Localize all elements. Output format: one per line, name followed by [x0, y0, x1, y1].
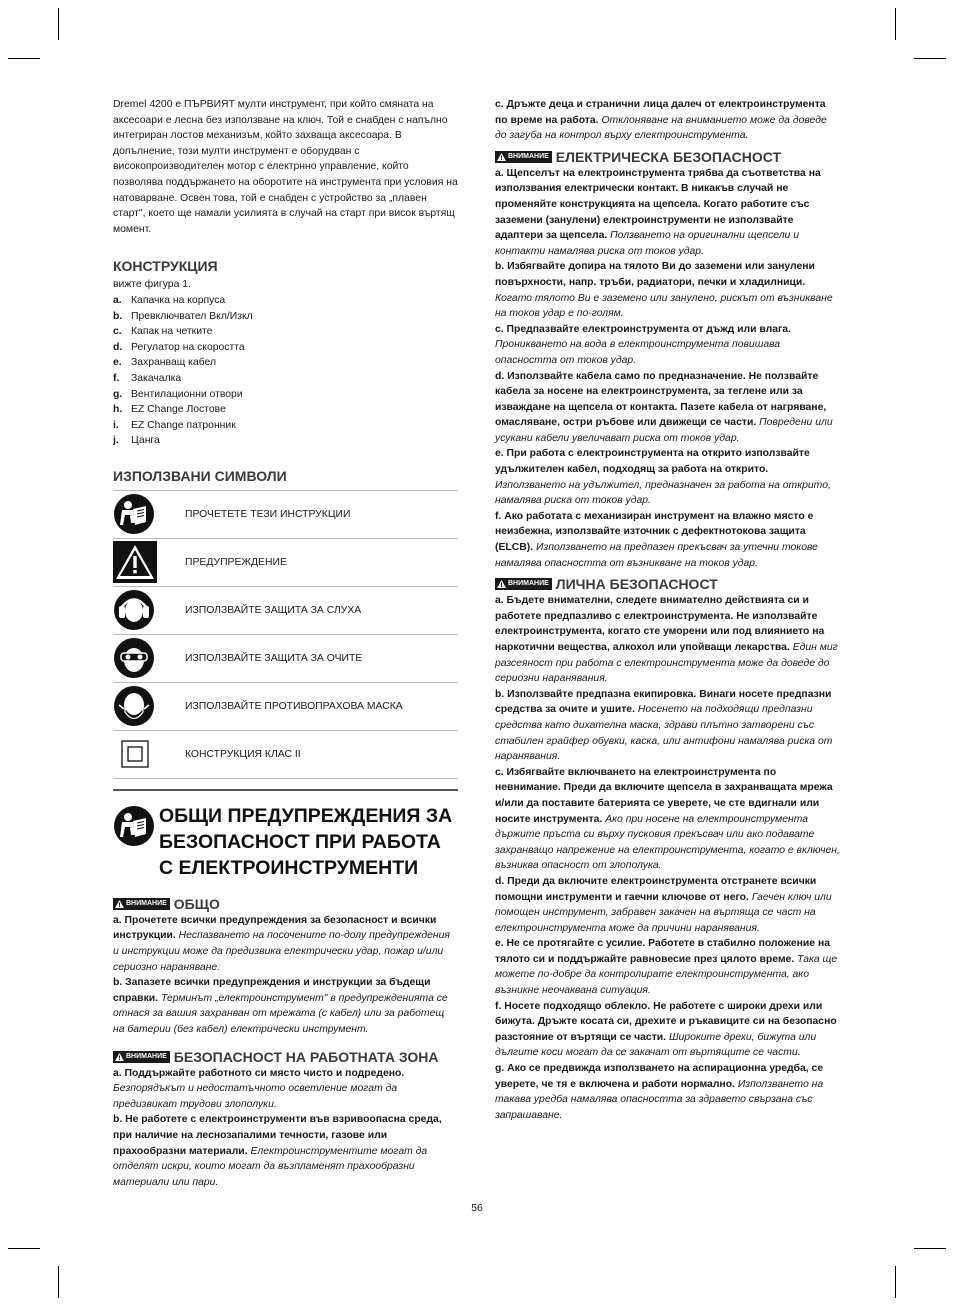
paragraph	[495, 259, 840, 321]
para-bold: e. Не се протягайте с усилие. Работете в стабилно положение на тялото си и поддържайте равновесие през цялото време.	[495, 938, 831, 965]
warning-triangle-icon	[115, 900, 124, 908]
symbol-row	[113, 539, 458, 587]
crop-mark	[8, 1248, 40, 1249]
section-header-general	[113, 895, 458, 913]
read-manual-icon	[113, 805, 155, 847]
para-italic: Използването на такава уредба намалява опасността за здравето свързана със запрашаване.	[495, 1078, 824, 1121]
item-text: Закачалка	[131, 372, 182, 384]
item-key: h.	[113, 404, 123, 416]
para-bold: a. Бъдете внимателни, следете внимателно действията си и работете предпазливо с електроинструмента. Не използвайте електроинструмента, когато сте уморени или под влиянието на наркотични вещества, алкохол или упойващи лекарства.	[495, 595, 825, 653]
warning-triangle-icon	[115, 1053, 124, 1061]
construction-subtitle: вижте фигура 1.	[113, 279, 191, 291]
item-text: Захранващ кабел	[131, 357, 217, 369]
para-italic: Така ще можете по-добре да контролирате електроинструмента, ако възникне неочаквана ситуация.	[495, 953, 838, 997]
item-key: b.	[113, 310, 123, 322]
warning-triangle-icon	[113, 541, 157, 583]
badge-text: ВНИМАНИЕ	[126, 900, 167, 908]
badge-text: ВНИМАНИЕ	[508, 580, 549, 588]
item-key: f.	[113, 372, 120, 384]
para-bold: b. Не работете с електроинструменти във взривоопасна среда, при наличие на леснозапалими течности, газове или прахообразни материали.	[113, 1114, 442, 1157]
paragraph	[495, 687, 840, 765]
para-bold: a. Прочетете всички предупреждения за безопасност и всички инструкции.	[113, 914, 437, 942]
construction-heading: КОНСТРУКЦИЯ	[113, 258, 218, 275]
section-header-workarea	[113, 1048, 458, 1066]
item-text: Цанга	[131, 435, 160, 447]
badge-text: ВНИМАНИЕ	[508, 152, 549, 160]
crop-mark	[914, 1248, 946, 1249]
paragraph	[495, 97, 840, 144]
warning-badge	[495, 578, 552, 590]
page-number: 56	[471, 1203, 483, 1214]
paragraph	[113, 913, 458, 975]
paragraph	[495, 874, 840, 936]
item-text: EZ Change патронник	[131, 419, 236, 431]
eye-protection-icon	[113, 637, 155, 679]
paragraph	[495, 509, 840, 571]
para-italic: Неспазването на посочените по-долу предупреждения и инструкции може да предизвика електрически удар, пожар и/или сериозно нараняване.	[113, 930, 450, 973]
para-italic: Носенето на подходящи предпазни средства като дихателна маска, здрави плътно затворени със стабилен грайфер обувки, каска, или антифони намалява риска от наранявания.	[495, 704, 833, 763]
list-item	[113, 387, 458, 403]
section-title: БЕЗОПАСНОСТ НА РАБОТНАТА ЗОНА	[173, 1048, 439, 1065]
list-item	[113, 293, 458, 309]
para-bold: b. Запазете всички предупреждения и инструкции за бъдещи справки.	[113, 977, 431, 1004]
list-item	[113, 402, 458, 418]
item-key: g.	[113, 388, 123, 400]
item-key: a.	[113, 294, 122, 306]
item-key: j.	[113, 435, 119, 447]
list-item	[113, 324, 458, 340]
symbol-label: ИЗПОЛЗВАЙТЕ ЗАЩИТА ЗА СЛУХА	[185, 604, 362, 616]
section-title: ОБЩО	[173, 895, 220, 912]
symbol-label: ИЗПОЛЗВАЙТЕ ПРОТИВОПРАХОВА МАСКА	[185, 700, 403, 712]
list-item	[113, 340, 458, 356]
intro-paragraph: Dremel 4200 е ПЪРВИЯТ мулти инструмент, при който смяната на аксесоари е лесна без използване на ключ. Той е снабден с напълно интегриран лостов механизъм, който захваща аксесоара. В допълнение, този мулти инструмент е оборудван с високопроизводителен мотор с електрнно управление, който позволява поддържането на оборотите на инструмента при условия на натоварване. Освен това, той е снабден с устройство за „плавен старт", което ще намали усилията в случай на старт при висок въртящ момент.	[113, 99, 458, 235]
warning-badge	[113, 898, 170, 910]
para-italic: Безпорядъкът и недостатъчното осветление могат да предизвикат трудови злополуки.	[113, 1083, 398, 1110]
symbol-row	[113, 683, 458, 731]
paragraph	[113, 975, 458, 1037]
para-bold: c. Избягвайте включването на електроинструмента по невнимание. Преди да включите щепсела в захранващата мрежа и/или да поставите батерията се уверете, че сте вдигнали или носите инструмента.	[495, 766, 833, 825]
section-title: ЕЛЕКТРИЧЕСКА БЕЗОПАСНОСТ	[555, 148, 782, 165]
symbol-row	[113, 587, 458, 635]
dust-mask-icon	[113, 685, 155, 727]
symbol-label: ИЗПОЛЗВАЙТЕ ЗАЩИТА ЗА ОЧИТЕ	[185, 652, 363, 664]
construction-list	[113, 293, 458, 449]
symbol-label: ПРОЧЕТЕТЕ ТЕЗИ ИНСТРУКЦИИ	[185, 508, 351, 520]
item-text: Регулатор на скоростта	[131, 341, 245, 353]
paragraph	[495, 593, 840, 687]
paragraph	[495, 1061, 840, 1123]
crop-mark	[8, 58, 40, 59]
paragraph	[495, 322, 840, 369]
crop-mark	[895, 1266, 896, 1298]
para-italic: Терминът „електроинструмент" в предупрежденията се отнася за вашия захранван от мрежата (с кабел) или за работещ на батерии (без кабел) електрически инструмент.	[113, 992, 448, 1036]
item-key: c.	[113, 326, 122, 338]
symbol-row	[113, 635, 458, 683]
para-bold: d. Преди да включите електроинструмента отстранете всички помощни инструменти и гаечни ключове от него.	[495, 875, 817, 903]
list-item	[113, 433, 458, 449]
list-item	[113, 355, 458, 371]
para-italic: Използването на удължител, предназначен за работа на открито, намалява риска от токов удар.	[495, 479, 831, 507]
item-text: Капачка на корпуса	[131, 294, 226, 306]
item-key: e.	[113, 357, 122, 369]
paragraph	[113, 1066, 458, 1113]
para-italic: Използването на предпазен прекъсвач за утечни токове намалява опасността от възникване на токов удар.	[495, 542, 818, 569]
section-title: ЛИЧНА БЕЗОПАСНОСТ	[555, 576, 718, 593]
list-item	[113, 309, 458, 325]
para-italic: Ако при носене на електроинструмента държите пръста си върху пусковия прекъсвач или ако подавате захранващо напрежение на електроинструмента, когато е включен, възниква опасност от злополука.	[495, 813, 840, 872]
warning-badge	[495, 151, 552, 163]
para-bold: g. Ако се предвижда използването на аспирационна уредба, се уверете, че тя е включена и работи нормално.	[495, 1063, 824, 1090]
ear-protection-icon	[113, 589, 155, 631]
para-italic: Електроинструментите могат да отделят искри, които могат да възпламенят прахообразни материали или пари.	[113, 1145, 428, 1188]
crop-mark	[58, 1266, 59, 1298]
crop-mark	[895, 8, 896, 40]
general-warnings-banner	[113, 789, 458, 881]
para-italic: Един миг разсеяност при работа с електроинструмента може да доведе до сериозни наранявания.	[495, 642, 838, 685]
crop-mark	[58, 8, 59, 40]
section-header-personal	[495, 575, 840, 593]
paragraph	[113, 1112, 458, 1190]
para-italic: Гаечен ключ или помощен инструмент, забравен закачен на въртяща се част на електроинструмента може да причини наранявания.	[495, 891, 832, 934]
list-item	[113, 418, 458, 434]
symbol-row	[113, 491, 458, 539]
symbols-table	[113, 490, 458, 779]
general-warnings-title: ОБЩИ ПРЕДУПРЕЖДЕНИЯ ЗА БЕЗОПАСНОСТ ПРИ РАБОТА С ЕЛЕКТРОИНСТРУМЕНТИ	[159, 804, 453, 879]
symbol-label: КОНСТРУКЦИЯ КЛАС II	[185, 748, 301, 760]
para-bold: c. Дръжте деца и странични лица далеч от електроинструмента по време на работа.	[495, 99, 826, 126]
item-key: i.	[113, 419, 119, 431]
right-column	[495, 97, 840, 1123]
item-key: d.	[113, 341, 123, 353]
warning-badge	[113, 1051, 170, 1063]
warning-triangle-icon	[497, 153, 506, 161]
symbol-label: ПРЕДУПРЕЖДЕНИЕ	[185, 556, 287, 568]
paragraph	[495, 936, 840, 998]
symbols-heading: ИЗПОЛЗВАНИ СИМВОЛИ	[113, 467, 287, 484]
para-italic: Ползването на оригинални щепсели и контакти намалява риска от токов удар.	[495, 230, 800, 257]
item-text: Вентилационни отвори	[131, 388, 243, 400]
crop-mark	[914, 58, 946, 59]
warning-triangle-icon	[497, 580, 506, 588]
item-text: Превключвател Вкл/Изкл	[131, 310, 253, 322]
list-item	[113, 371, 458, 387]
para-bold: a. Щепселът на електроинструмента трябва да съответства на използвания електрически контакт. В никакъв случай не променяйте конструкцията на щепсела. Когато работите със заземени (занулени) електроинструменти не използвайте адаптери за щепсела.	[495, 167, 821, 242]
para-bold: d. Използвайте кабела само по предназначение. Не ползвайте кабела за носене на електроинструмента, за теглене или за изваждане на щепсела от контакта. Пазете кабела от нагряване, омасляване, остри ръбове или движещи се части.	[495, 370, 827, 429]
para-bold: b. Използвайте предпазна екипировка. Винаги носете предпазни средства за очите и ушите.	[495, 688, 832, 716]
para-italic: Широките дрехи, бижута или дългите коси могат да се закачат от въртящите се части.	[495, 1031, 817, 1059]
read-manual-icon	[113, 493, 155, 535]
paragraph	[495, 765, 840, 874]
left-column	[113, 97, 458, 1190]
para-italic: Когато тялото Ви е заземено или занулено, рискът от възникване на токов удар е по-голям.	[495, 292, 833, 320]
paragraph	[495, 369, 840, 447]
para-italic: Проникването на вода в електроинструмента повишава опасността от токов удар.	[495, 339, 781, 366]
para-bold: e. При работа с електроинструмента на открито използвайте удължителен кабел, подходящ за работа на открито.	[495, 448, 810, 476]
para-bold: f. Носете подходящо облекло. Не работете с широки дрехи или бижута. Дръжте косата си, дрехите и ръкавиците си на безопасно разстояние от въртящи се части.	[495, 1000, 837, 1043]
para-bold: a. Поддържайте работното си място чисто и подредено.	[113, 1067, 405, 1079]
paragraph	[495, 166, 840, 260]
section-header-electrical	[495, 148, 840, 166]
para-bold: b. Избягвайте допира на тялото Ви до заземени или занулени повърхности, напр. тръби, радиатори, печки и хладилници.	[495, 261, 815, 288]
para-bold: c. Предпазвайте електроинструмента от дъжд или влага.	[495, 323, 791, 335]
para-italic: Повредени или усукани кабели увеличават риска от токов удар.	[495, 417, 833, 444]
paragraph	[495, 999, 840, 1061]
class-ii-icon	[121, 740, 149, 768]
badge-text: ВНИМАНИЕ	[126, 1052, 167, 1060]
para-italic: Отклоняване на вниманието може да доведе до загуба на контрол върху електроинструмента.	[495, 114, 827, 142]
item-text: Капак на четките	[131, 326, 213, 338]
paragraph	[495, 446, 840, 508]
item-text: EZ Change Лостове	[131, 404, 226, 416]
symbol-row	[113, 731, 458, 779]
para-bold: f. Ако работата с механизиран инструмент на влажно място е неизбежна, използвайте източник с дефектнотокова защита (ELCB).	[495, 510, 814, 554]
